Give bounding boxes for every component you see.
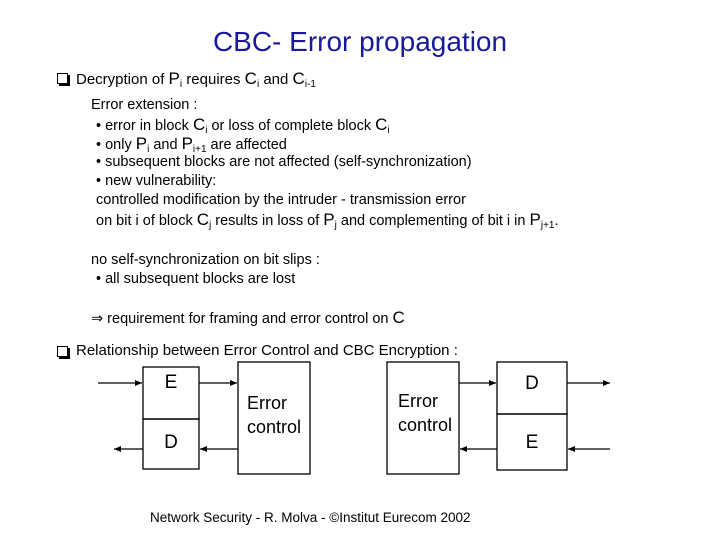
subscript: i — [387, 125, 390, 136]
text: are affected — [206, 137, 287, 153]
text: and — [149, 137, 182, 153]
text: requirement for framing and error control on — [103, 311, 393, 327]
error-control-2-line1: Error — [398, 391, 438, 411]
text: and — [259, 71, 293, 88]
symbol-c: C — [196, 210, 210, 229]
symbol-p: P — [168, 69, 180, 88]
text: on bit i of block — [96, 213, 197, 229]
symbol-p: P — [181, 134, 193, 153]
bullet-relationship: Relationship between Error Control and CBC Encryption : — [76, 342, 458, 359]
symbol-c: C — [192, 115, 206, 134]
implies-arrow-icon: ⇒ — [91, 311, 104, 327]
bit-slips-heading: no self-synchronization on bit slips : — [91, 252, 320, 268]
subscript: i+1 — [192, 144, 207, 155]
error-extension-line-3: • subsequent blocks are not affected (self-synchronization) — [96, 154, 472, 170]
subscript: i — [179, 79, 183, 90]
subscript: j — [334, 220, 337, 231]
error-control-1-line1: Error — [247, 393, 287, 413]
subscript: i — [256, 79, 260, 90]
error-extension-line-5: controlled modification by the intruder - transmission error — [96, 192, 466, 208]
decrypt-label-right: D — [525, 373, 539, 394]
error-extension-line-4: • new vulnerability: — [96, 173, 217, 189]
footer: Network Security - R. Molva - ©Institut Eurecom 2002 — [150, 510, 471, 525]
error-control-1-line2: control — [247, 417, 302, 437]
text: • only — [96, 137, 136, 153]
error-control-2-line2: control — [398, 415, 453, 435]
symbol-c: C — [244, 69, 257, 88]
encrypt-label-left: E — [164, 372, 178, 393]
subscript: j+1 — [540, 220, 555, 231]
symbol-c: C — [292, 69, 305, 88]
text: and complementing of bit i in — [336, 213, 530, 229]
symbol-p: P — [323, 210, 335, 229]
subscript: j — [209, 220, 212, 231]
symbol-c: C — [375, 115, 388, 134]
symbol-p: P — [135, 134, 148, 153]
subscript: i — [205, 125, 208, 136]
text: Decryption of — [76, 71, 169, 88]
text: or loss of complete block — [207, 118, 376, 134]
slide-title: CBC- Error propagation — [212, 26, 508, 57]
subscript: i — [147, 144, 150, 155]
encrypt-label-right: E — [525, 432, 539, 453]
text: requires — [182, 71, 245, 88]
error-extension-heading: Error extension : — [91, 97, 198, 113]
symbol-c: C — [392, 308, 405, 327]
text: • error in block — [96, 118, 193, 134]
bit-slips-line: • all subsequent blocks are lost — [96, 271, 296, 287]
decrypt-label-left: D — [164, 432, 178, 453]
text: . — [554, 213, 559, 229]
text: results in loss of — [211, 213, 324, 229]
subscript: i-1 — [304, 79, 316, 90]
symbol-p: P — [529, 210, 541, 229]
